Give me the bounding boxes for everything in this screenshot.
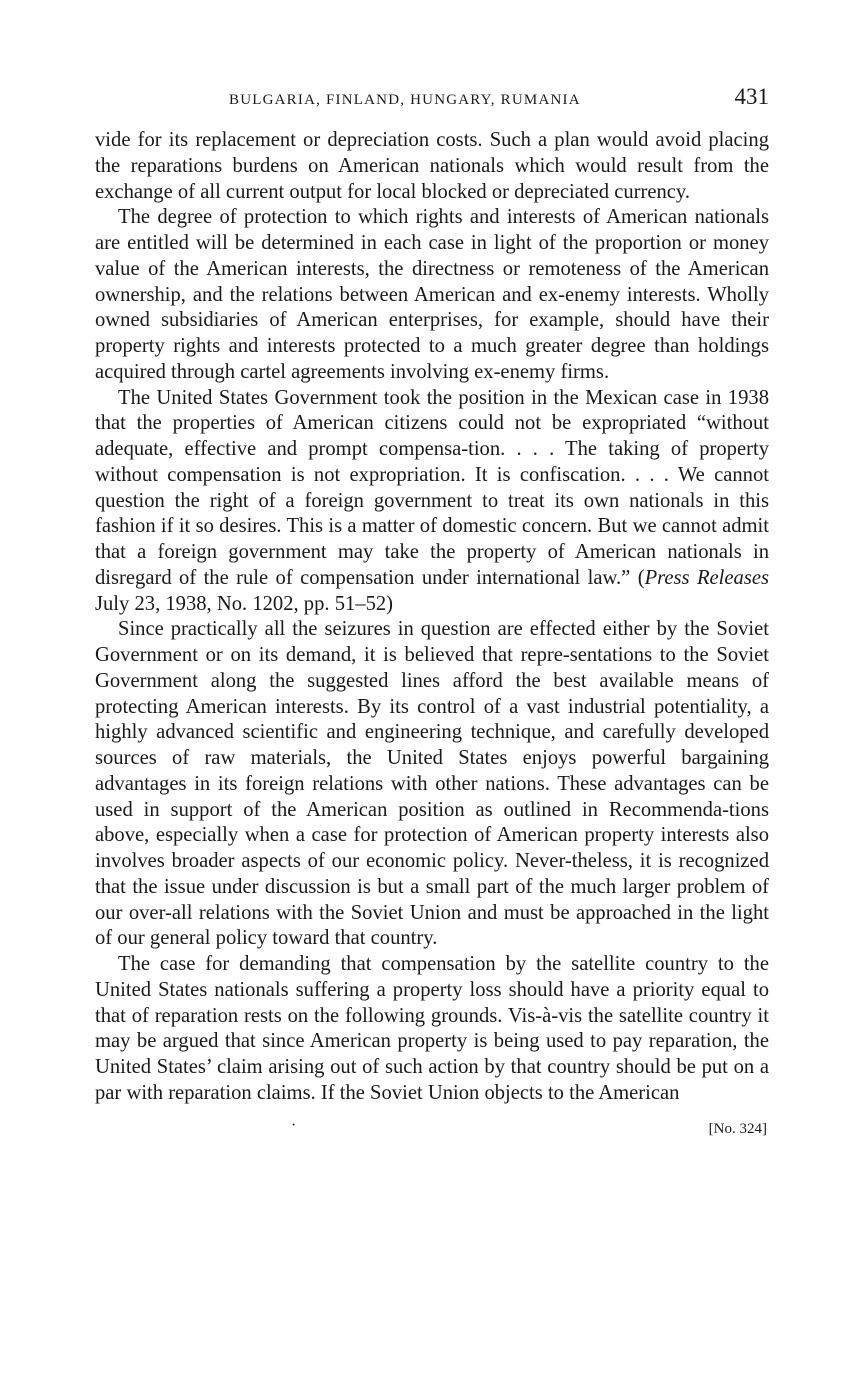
- page-number: 431: [734, 84, 769, 109]
- page-footer: [95, 1117, 769, 1147]
- citation-title: Press Releases: [644, 566, 770, 589]
- document-page: [95, 84, 769, 1147]
- footer-dot: ·: [291, 1116, 297, 1134]
- mexican-case-text: The United States Government took the position in the Mexican case in 1938 that the properties of American citizens could not be expropriated “without adequate, effective and prompt compensa-tion. . . . The taking of property without compensation is not expropriation. It is confiscation. . . . We cannot question the right of a foreign government to treat its own nationals in this fashion if it so desires. This is a matter of domestic concern. But we cannot admit that a foreign government may take the property of American nationals in disregard of the rule of compensation under international law.”: [95, 386, 769, 589]
- running-head: [95, 84, 769, 116]
- citation-open: (: [630, 566, 645, 589]
- body-text: [95, 128, 769, 1107]
- citation-rest: July 23, 1938, No. 1202, pp. 51–52): [95, 592, 394, 615]
- paragraph-soviet-representations: Since practically all the seizures in question are effected either by the Soviet Government or on its demand, it is believed that repre-sentations to the Soviet Government along the suggested lines afford the best available means of protecting American interests. By its control of a vast industrial potentiality, a highly advanced scientific and engineering technique, and carefully developed sources of raw materials, the United States enjoys powerful bargaining advantages in its foreign relations with other nations. These advantages can be used in support of the American position as outlined in Recommenda-tions above, especially when a case for protection of American property interests also involves broader aspects of our economic policy. Never-theless, it is recognized that the issue under discussion is but a small part of the much larger problem of our over-all relations with the Soviet Union and must be approached in the light of our general policy toward that country.: [95, 618, 769, 950]
- running-title: BULGARIA, FINLAND, HUNGARY, RUMANIA: [229, 92, 581, 108]
- paragraph-mexican-case: [95, 386, 769, 618]
- paragraph-compensation-priority: The case for demanding that compensation by the satellite country to the United States nationals suffering a property loss should have a priority equal to that of reparation rests on the following grounds. Vis-à-vis the satellite country it may be argued that since American property is being used to pay reparation, the United States’ claim arising out of such action by that country should be put on a par with reparation claims. If the Soviet Union objects to the American: [95, 953, 769, 1104]
- paragraph-protection-degree: The degree of protection to which rights and interests of American nationals are entitled will be determined in each case in light of the proportion or money value of the American interests, the directness or remoteness of the American ownership, and the relations between American and ex-enemy interests. Wholly owned subsidiaries of American enterprises, for example, should have their property rights and interests protected to a much greater degree than holdings acquired through cartel agreements involving ex-enemy firms.: [95, 206, 769, 383]
- paragraph-continuation: vide for its replacement or depreciation costs. Such a plan would avoid placing the reparations burdens on American nationals which would result from the exchange of all current output for local blocked or depreciated currency.: [95, 129, 769, 203]
- document-number: [No. 324]: [708, 1120, 767, 1137]
